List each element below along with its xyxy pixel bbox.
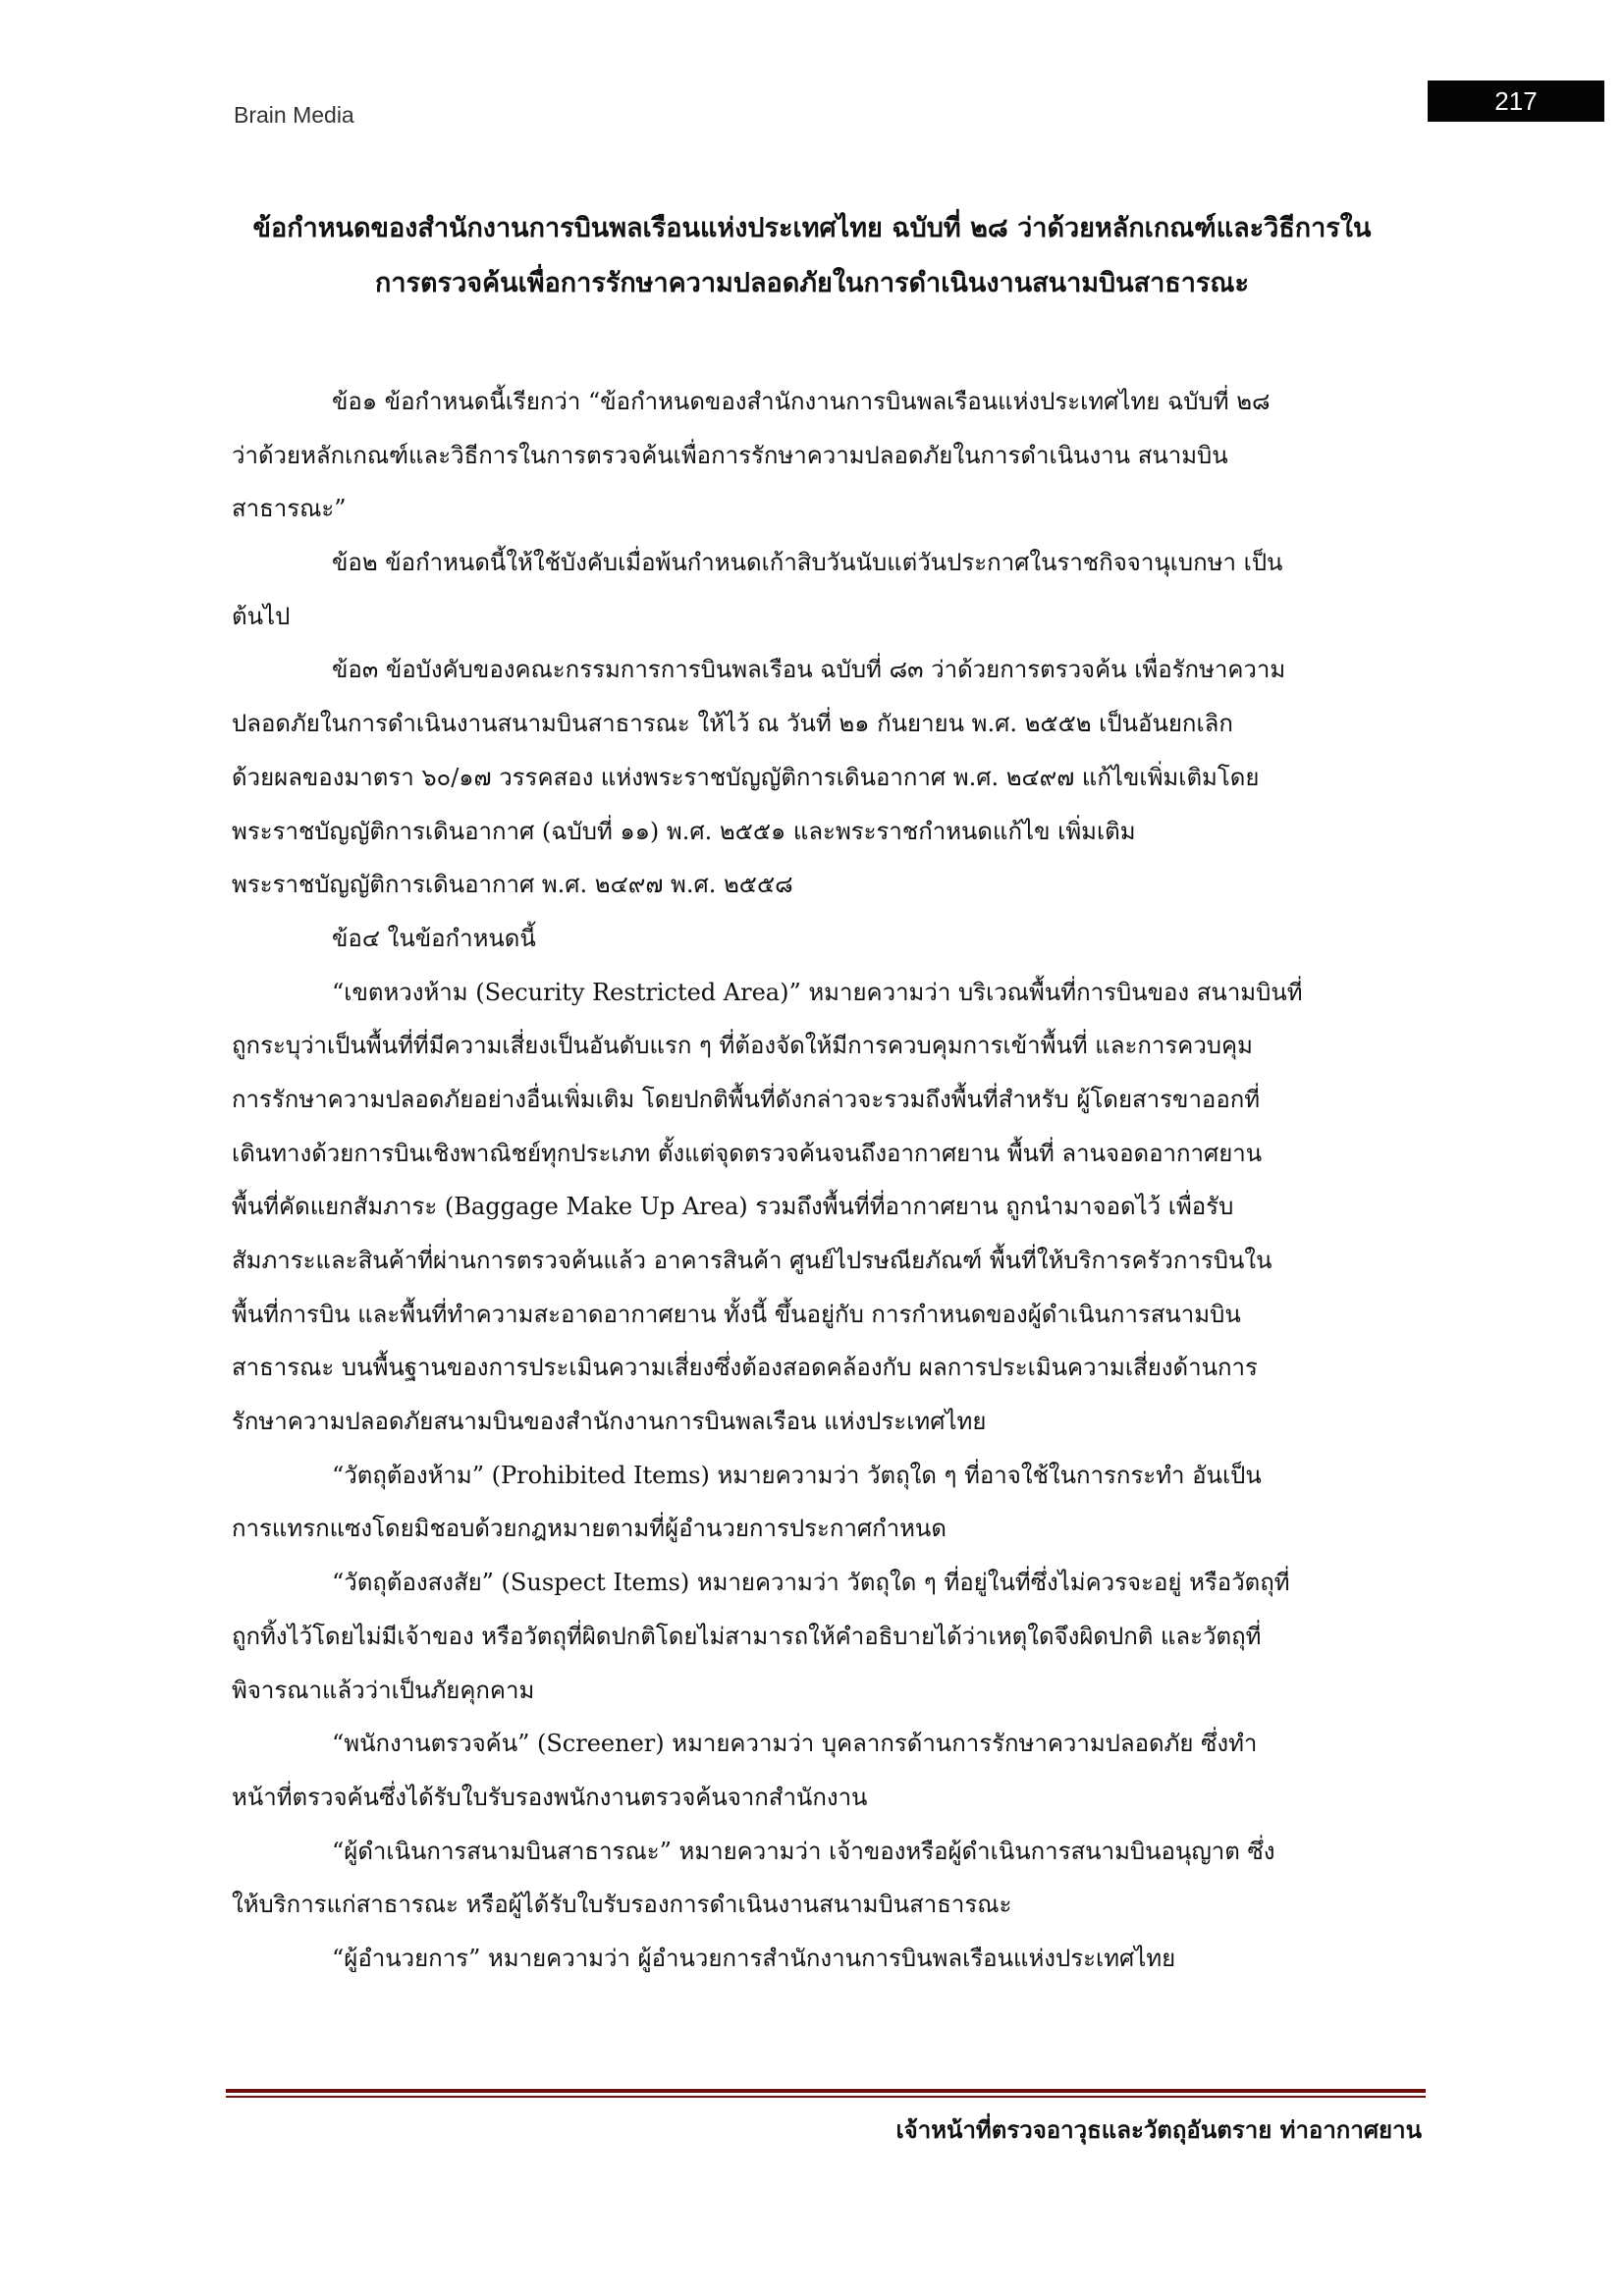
body-line: ข้อ๔ ในข้อกำหนดนี้	[332, 924, 536, 952]
body-line: ข้อ๒ ข้อกำหนดนี้ให้ใช้บังคับเมื่อพ้นกำหนดเก้าสิบวันนับแต่วันประกาศในราชกิจจานุเบกษา เป็น	[332, 549, 1283, 577]
body-line: “ผู้อำนวยการ” หมายความว่า ผู้อำนวยการสำนักงานการบินพลเรือนแห่งประเทศไทย	[332, 1944, 1176, 1972]
body-line: การแทรกแซงโดยมิชอบด้วยกฎหมายตามที่ผู้อำนวยการประกาศกำหนด	[232, 1515, 947, 1543]
title-line: การตรวจค้นเพื่อการรักษาความปลอดภัยในการดำเนินงานสนามบินสาธารณะ	[375, 268, 1249, 298]
body-line: ปลอดภัยในการดำเนินงานสนามบินสาธารณะ ให้ไว้ ณ วันที่ ๒๑ กันยายน พ.ศ. ๒๕๕๒ เป็นอันยกเลิก	[232, 710, 1233, 738]
body-line: พระราชบัญญัติการเดินอากาศ พ.ศ. ๒๔๙๗ พ.ศ. ๒๕๕๘	[232, 871, 793, 899]
body-line: พื้นที่คัดแยกสัมภาระ (Baggage Make Up Area) รวมถึงพื้นที่ที่อากาศยาน ถูกนำมาจอดไว้ เพื่อรับ	[232, 1193, 1234, 1221]
body-line: ถูกทิ้งไว้โดยไม่มีเจ้าของ หรือวัตถุที่ผิดปกติโดยไม่สามารถให้คำอธิบายได้ว่าเหตุใดจึงผิดปกติ และวัตถุที่	[232, 1622, 1262, 1650]
body-line: “ผู้ดำเนินการสนามบินสาธารณะ” หมายความว่า เจ้าของหรือผู้ดำเนินการสนามบินอนุญาต ซึ่ง	[332, 1837, 1275, 1865]
body-line: พื้นที่การบิน และพื้นที่ทำความสะอาดอากาศยาน ทั้งนี้ ขึ้นอยู่กับ การกำหนดของผู้ดำเนินการสนามบิน	[232, 1300, 1241, 1328]
body-line: “วัตถุต้องสงสัย” (Suspect Items) หมายความว่า วัตถุใด ๆ ที่อยู่ในที่ซึ่งไม่ควรจะอยู่ หรือวัตถุที่	[332, 1569, 1290, 1597]
body-line: “วัตถุต้องห้าม” (Prohibited Items) หมายความว่า วัตถุใด ๆ ที่อาจใช้ในการกระทำ อันเป็น	[332, 1461, 1262, 1489]
body-line: ด้วยผลของมาตรา ๖๐/๑๗ วรรคสอง แห่งพระราชบัญญัติการเดินอากาศ พ.ศ. ๒๔๙๗ แก้ไขเพิ่มเติมโดย	[232, 763, 1260, 791]
body-line: ข้อ๓ ข้อบังคับของคณะกรรมการการบินพลเรือน ฉบับที่ ๘๓ ว่าด้วยการตรวจค้น เพื่อรักษาความ	[332, 656, 1286, 684]
footer-divider	[226, 2089, 1426, 2093]
document-title	[196, 201, 1428, 311]
page-number: 217	[1494, 85, 1538, 116]
body-line: ว่าด้วยหลักเกณฑ์และวิธีการในการตรวจค้นเพื่อการรักษาความปลอดภัยในการดำเนินงาน สนามบิน	[232, 441, 1228, 469]
body-line: “เขตหวงห้าม (Security Restricted Area)” หมายความว่า บริเวณพื้นที่การบินของ สนามบินที่	[332, 978, 1303, 1006]
body-line: ให้บริการแก่สาธารณะ หรือผู้ได้รับใบรับรองการดำเนินงานสนามบินสาธารณะ	[232, 1891, 1012, 1919]
body-line: สาธารณะ”	[232, 495, 347, 523]
body-line: เดินทางด้วยการบินเชิงพาณิชย์ทุกประเภท ตั้งแต่จุดตรวจค้นจนถึงอากาศยาน พื้นที่ ลานจอดอากาศยาน	[232, 1139, 1263, 1167]
body-line: สาธารณะ บนพื้นฐานของการประเมินความเสี่ยงซึ่งต้องสอดคล้องกับ ผลการประเมินความเสี่ยงด้านการ	[232, 1354, 1258, 1382]
page-number-badge	[1428, 80, 1604, 122]
body-line: การรักษาความปลอดภัยอย่างอื่นเพิ่มเติม โดยปกติพื้นที่ดังกล่าวจะรวมถึงพื้นที่สำหรับ ผู้โดยสารขาออกที่	[232, 1085, 1261, 1113]
body-line: ต้นไป	[232, 602, 291, 630]
publisher-name: Brain Media	[234, 102, 354, 128]
document-body	[232, 375, 1422, 1986]
footer-text: เจ้าหน้าที่ตรวจอาวุธและวัตถุอันตราย ท่าอากาศยาน	[895, 2115, 1422, 2144]
title-line: ข้อกำหนดของสำนักงานการบินพลเรือนแห่งประเทศไทย ฉบับที่ ๒๘ ว่าด้วยหลักเกณฑ์และวิธีการใน	[252, 213, 1372, 243]
body-line: “พนักงานตรวจค้น” (Screener) หมายความว่า บุคลากรด้านการรักษาความปลอดภัย ซึ่งทำ	[332, 1730, 1258, 1758]
body-line: ถูกระบุว่าเป็นพื้นที่ที่มีความเสี่ยงเป็นอันดับแรก ๆ ที่ต้องจัดให้มีการควบคุมการเข้าพื้นที่ และการควบคุม	[232, 1032, 1253, 1060]
body-line: สัมภาระและสินค้าที่ผ่านการตรวจค้นแล้ว อาคารสินค้า ศูนย์ไปรษณียภัณฑ์ พื้นที่ให้บริการครัวการบินใน	[232, 1247, 1272, 1274]
body-line: พิจารณาแล้วว่าเป็นภัยคุกคาม	[232, 1676, 535, 1704]
body-line: หน้าที่ตรวจค้นซึ่งได้รับใบรับรองพนักงานตรวจค้นจากสำนักงาน	[232, 1783, 868, 1811]
body-line: พระราชบัญญัติการเดินอากาศ (ฉบับที่ ๑๑) พ.ศ. ๒๕๕๑ และพระราชกำหนดแก้ไข เพิ่มเติม	[232, 817, 1136, 845]
body-line: ข้อ๑ ข้อกำหนดนี้เรียกว่า “ข้อกำหนดของสำนักงานการบินพลเรือนแห่งประเทศไทย ฉบับที่ ๒๘	[332, 388, 1271, 415]
body-line: รักษาความปลอดภัยสนามบินของสำนักงานการบินพลเรือน แห่งประเทศไทย	[232, 1408, 987, 1436]
footer-divider-thin	[226, 2096, 1426, 2098]
